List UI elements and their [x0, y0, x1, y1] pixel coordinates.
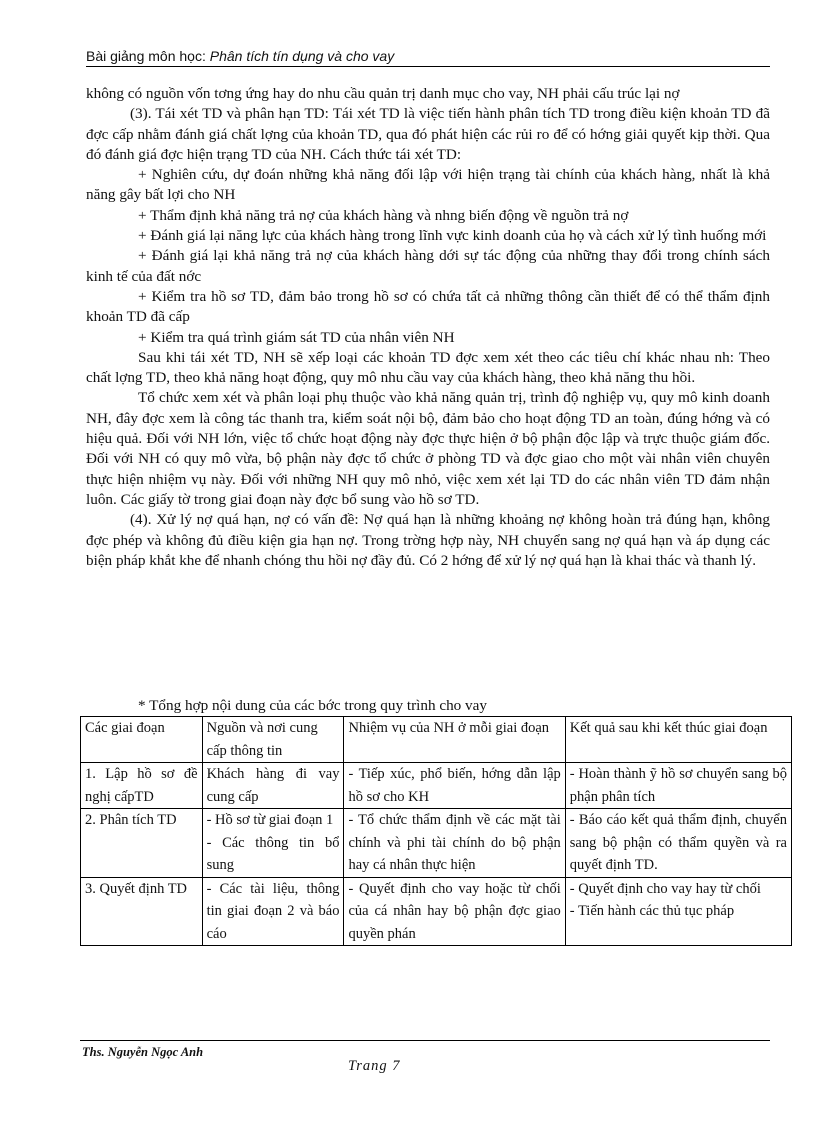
source-cell: [202, 809, 344, 878]
footer-author: Ths. Nguyễn Ngọc Anh: [82, 1045, 204, 1059]
cell-line: - Tổ chức thẩm định về các mặt tài chính và phi tài chính do bộ phận hay cá nhân thực hiện: [348, 812, 561, 873]
table-row: [81, 877, 792, 946]
task-cell: [344, 877, 565, 946]
cell-line: - Các tài liệu, thông tin giai đoạn 2 và báo cáo: [206, 880, 340, 942]
loan-process-table: [80, 716, 792, 946]
cell-line: - Quyết định cho vay hay từ chối: [569, 880, 761, 897]
header-stage: Các giai đoạn: [81, 717, 203, 763]
course-title: Phân tích tín dụng và cho vay: [209, 48, 395, 64]
cell-line: - Hoàn thành ỹ hồ sơ chuyển sang bộ phận phân tích: [569, 766, 787, 805]
cell-line: - Các thông tin bổ sung: [206, 834, 340, 873]
result-cell: [565, 809, 791, 878]
stage-cell: 3. Quyết định TD: [81, 877, 203, 946]
bullet-item: + Nghiên cứu, dự đoán những khả năng đối lập với hiện trạng tài chính của khách hàng, nhất là khả năng gây bất lợi cho NH: [86, 166, 770, 204]
table-row: [81, 809, 792, 878]
paragraph: Tổ chức xem xét và phân loại phụ thuộc vào khả năng quản trị, trình độ nghiệp vụ, quy mô kinh doanh NH, đây đợc xem là công tác thanh tra, kiểm soát nội bộ, đảm bảo cho hoạt động TD an toàn, đúng hớng và có hiệu quả. Đối với NH lớn, việc tổ chức hoạt động này đợc thực hiện ở bộ phận độc lập và trực thuộc giám đốc. Đối với NH có quy mô vừa, bộ phận này đợc tổ chức ở phòng TD và đợc giao cho một vài nhân viên chuyên thực hiện nhiệm vụ này. Đối với những NH quy mô nhỏ, việc xem xét lại TD do các nhân viên TD đảm nhận luôn. Các giấy tờ trong giai đoạn này đợc bổ sung vào hồ sơ TD.: [86, 389, 770, 508]
source-cell: [202, 763, 344, 809]
cell-line: - Tiếp xúc, phổ biến, hớng dẫn lập hồ sơ cho KH: [348, 766, 561, 805]
cell-line: - Hồ sơ từ giai đoạn 1: [206, 812, 334, 828]
page-number: Trang 7: [348, 1058, 401, 1074]
source-cell: [202, 877, 344, 946]
paragraph: không có nguồn vốn tơng ứng hay do nhu cầu quản trị danh mục cho vay, NH phải cấu trúc lại nợ: [86, 85, 680, 102]
footer-divider: [80, 1040, 770, 1041]
header-prefix: Bài giảng môn học:: [86, 48, 210, 64]
cell-line: - Quyết định cho vay hoặc từ chối của cá nhân hay bộ phận đợc giao quyền phán: [348, 880, 561, 942]
result-cell: [565, 763, 791, 809]
paragraph: (3). Tái xét TD và phân hạn TD: Tái xét TD là việc tiến hành phân tích TD trong điều kiện khoản TD đã đợc cấp nhằm đánh giá chất lợng của khoản TD, qua đó phát hiện các rủi ro để có hớng giải quyết kịp thời. Qua đó đánh giá đợc hiện trạng TD của NH. Cách thức tái xét TD:: [86, 105, 770, 163]
bullet-item: + Kiểm tra quá trình giám sát TD của nhân viên NH: [138, 328, 455, 346]
bullet-item: + Kiểm tra hồ sơ TD, đảm bảo trong hồ sơ có chứa tất cả những thông cần thiết để có thể thẩm định khoản TD đã cấp: [86, 287, 770, 326]
bullet-item: + Thẩm định khả năng trả nợ của khách hàng và nhng biến động về nguồn trả nợ: [138, 206, 629, 224]
body-text: [86, 84, 770, 571]
cell-line: Khách hàng đi vay cung cấp: [206, 766, 340, 805]
task-cell: [344, 809, 565, 878]
bullet-item: + Đánh giá lại khả năng trả nợ của khách hàng dới sự tác động của những thay đổi trong chính sách kinh tế của đất nớc: [86, 247, 770, 285]
stage-cell: 1. Lập hồ sơ đề nghị cấpTD: [81, 763, 203, 809]
table-header-row: [81, 717, 792, 763]
paragraph: Sau khi tái xét TD, NH sẽ xếp loại các khoản TD đợc xem xét theo các tiêu chí khác nhau nh: Theo chất lợng TD, theo khả năng hoạt động, quy mô nhu cầu vay của khách hàng, theo khả năng thu hồi.: [86, 348, 770, 387]
header-result: Kết quả sau khi kết thúc giai đoạn: [565, 717, 791, 763]
task-cell: [344, 763, 565, 809]
cell-line: - Báo cáo kết quả thẩm định, chuyển sang bộ phận có thẩm quyền và ra quyết định TD.: [569, 812, 787, 873]
paragraph: (4). Xử lý nợ quá hạn, nợ có vấn đề: Nợ quá hạn là những khoảng nợ không hoàn trả đúng hạn, không đợc phép và không đủ điều kiện gia hạn nợ. Trong trờng hợp này, NH chuyển sang nợ quá hạn và áp dụng các biện pháp khắt khe để nhanh chóng thu hồi nợ đầy đủ. Có 2 hớng để xử lý nợ quá hạn là khai thác và thanh lý.: [86, 511, 770, 569]
header-source: Nguồn và nơi cung cấp thông tin: [202, 717, 344, 763]
stage-cell: 2. Phân tích TD: [81, 809, 203, 878]
table-title: * Tổng hợp nội dung của các bớc trong quy trình cho vay: [138, 697, 487, 714]
page-header: [86, 48, 770, 67]
bullet-item: + Đánh giá lại năng lực của khách hàng trong lĩnh vực kinh doanh của họ và cách xử lý tình huống mới: [138, 227, 767, 245]
result-cell: [565, 877, 791, 946]
header-task: Nhiệm vụ của NH ở mỗi giai đoạn: [344, 717, 565, 763]
cell-line: - Tiến hành các thủ tục pháp: [569, 903, 735, 919]
table-row: [81, 763, 792, 809]
